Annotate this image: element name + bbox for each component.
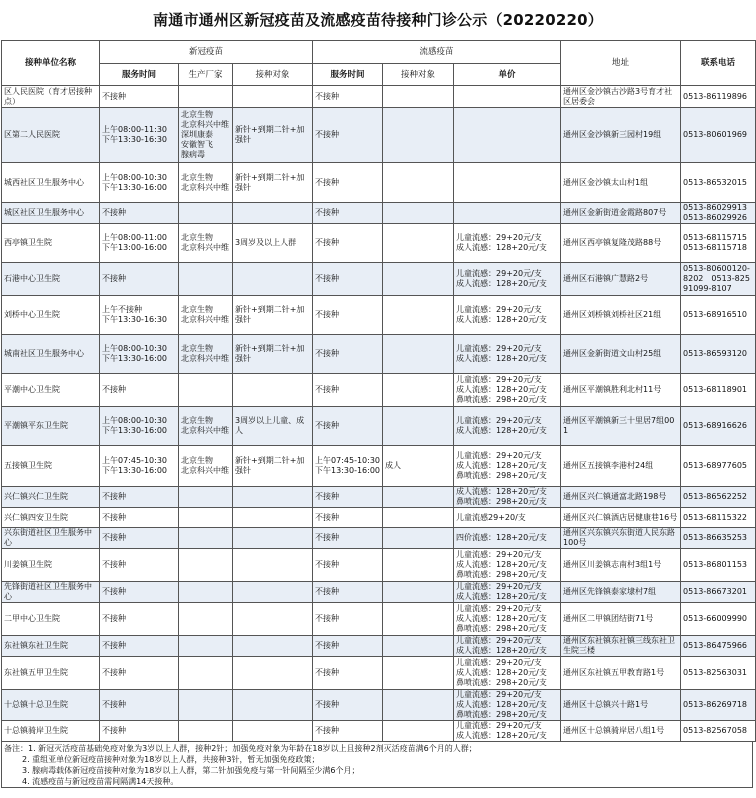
header-phone: 联系电话 (681, 41, 756, 86)
cell-flu-price (454, 86, 561, 108)
table-row (2, 636, 756, 657)
cell-address: 通州区石港镇广慧路2号 (561, 263, 681, 296)
cell-covid-target (233, 636, 313, 657)
header-unit: 接种单位名称 (2, 41, 100, 86)
cell-covid-target: 新针+到期二针+加强针 (233, 446, 313, 487)
cell-covid-time: 不接种 (100, 582, 179, 603)
cell-covid-target (233, 549, 313, 582)
cell-unit: 东社镇东社卫生院 (2, 636, 100, 657)
cell-covid-maker (179, 263, 233, 296)
cell-flu-time: 不接种 (313, 203, 383, 224)
table-row (2, 528, 756, 549)
cell-flu-price: 儿童流感：29+20元/支 成人流感：128+20元/支 鼻喷流感：298+20元/支 (454, 374, 561, 407)
cell-covid-time: 不接种 (100, 86, 179, 108)
cell-phone: 0513-82567058 (681, 721, 756, 742)
cell-flu-target (383, 374, 454, 407)
header-flu-time: 服务时间 (313, 64, 383, 86)
table-row (2, 657, 756, 690)
cell-address: 通州区二甲镇团结街71号 (561, 603, 681, 636)
cell-phone: 0513-68115322 (681, 508, 756, 528)
cell-flu-price (454, 203, 561, 224)
cell-flu-price: 四价流感：128+20元/支 (454, 528, 561, 549)
header-address: 地址 (561, 41, 681, 86)
cell-covid-target (233, 582, 313, 603)
cell-flu-time: 上午07:45-10:30下午13:30-16:00 (313, 446, 383, 487)
cell-flu-target (383, 86, 454, 108)
cell-address: 通州区兴仁镇通富北路198号 (561, 487, 681, 508)
cell-flu-price: 儿童流感：29+20元/支 成人流感：128+20元/支 (454, 224, 561, 263)
cell-phone: 0513-80600120-8202 0513-82591099-8107 (681, 263, 756, 296)
cell-covid-time: 不接种 (100, 487, 179, 508)
cell-covid-maker: 北京生物 北京科兴中维深圳康泰 安徽智飞 腺病毒 (179, 108, 233, 163)
table-row (2, 203, 756, 224)
cell-flu-time: 不接种 (313, 296, 383, 335)
table-row (2, 603, 756, 636)
cell-covid-time: 不接种 (100, 374, 179, 407)
cell-covid-target (233, 603, 313, 636)
cell-address: 通州区平潮镇胜利北村11号 (561, 374, 681, 407)
cell-address: 通州区五接镇李港村24组 (561, 446, 681, 487)
cell-covid-time: 不接种 (100, 203, 179, 224)
cell-flu-time: 不接种 (313, 487, 383, 508)
cell-unit: 石港中心卫生院 (2, 263, 100, 296)
table-row (2, 487, 756, 508)
note-line: 3. 腺病毒载体新冠疫苗接种对象为18岁以上人群，第二针加强免疫与第一针间隔至少满6个月； (22, 766, 360, 775)
cell-flu-time: 不接种 (313, 657, 383, 690)
cell-covid-time: 上午08:00-10:30 下午13:30-16:00 (100, 407, 179, 446)
cell-flu-price: 儿童流感：29+20元/支 成人流感：128+20元/支 (454, 335, 561, 374)
cell-covid-maker: 北京生物 北京科兴中维 (179, 296, 233, 335)
cell-covid-target: 新针+到期二针+加强针 (233, 108, 313, 163)
cell-flu-target (383, 335, 454, 374)
cell-address: 通州区东社镇东社镇三线东社卫生院三楼 (561, 636, 681, 657)
cell-unit: 区人民医院（育才居接种点） (2, 86, 100, 108)
cell-flu-price: 儿童流感：29+20元/支 成人流感：128+20元/支 (454, 263, 561, 296)
cell-flu-price (454, 108, 561, 163)
note-line: 2. 重组亚单位新冠疫苗接种对象为18岁以上人群，共接种3针，暂无加强免疫政策； (22, 755, 320, 764)
cell-covid-time: 上午07:45-10:30 下午13:30-16:00 (100, 446, 179, 487)
cell-unit: 刘桥中心卫生院 (2, 296, 100, 335)
cell-flu-time: 不接种 (313, 86, 383, 108)
cell-phone: 0513-86119896 (681, 86, 756, 108)
cell-flu-target (383, 108, 454, 163)
cell-covid-target (233, 203, 313, 224)
cell-address: 通州区金沙镇新三园村19组 (561, 108, 681, 163)
cell-covid-maker (179, 528, 233, 549)
cell-covid-time: 不接种 (100, 263, 179, 296)
table-row (2, 582, 756, 603)
table-row (2, 446, 756, 487)
cell-phone: 0513-86475966 (681, 636, 756, 657)
cell-flu-price: 儿童流感：29+20元/支 成人流感：128+20元/支 鼻喷流感：298+20元/支 (454, 549, 561, 582)
cell-covid-target: 3周岁及以上人群 (233, 224, 313, 263)
note-line: 备注：1. 新冠灭活疫苗基础免疫对象为3岁以上人群，接种2针；加强免疫对象为年龄在18岁以上且接种2剂灭活疫苗满6个月的人群； (4, 744, 477, 753)
cell-covid-time: 上午08:00-10:30 下午13:30-16:00 (100, 335, 179, 374)
cell-covid-maker: 北京生物 北京科兴中维 (179, 335, 233, 374)
table-row (2, 224, 756, 263)
cell-flu-target (383, 508, 454, 528)
cell-flu-time: 不接种 (313, 582, 383, 603)
cell-covid-time: 不接种 (100, 636, 179, 657)
table-row (2, 263, 756, 296)
cell-flu-time: 不接种 (313, 690, 383, 721)
cell-flu-time: 不接种 (313, 508, 383, 528)
page-title: 南通市通州区新冠疫苗及流感疫苗待接种门诊公示（20220220） (153, 11, 603, 29)
cell-flu-target (383, 203, 454, 224)
cell-flu-time: 不接种 (313, 374, 383, 407)
cell-flu-price: 儿童流感：29+20元/支 成人流感：128+20元/支 (454, 296, 561, 335)
cell-covid-maker (179, 203, 233, 224)
cell-covid-time: 上午08:00-11:00 下午13:00-16:00 (100, 224, 179, 263)
cell-address: 通州区兴仁镇酒店居健康巷16号 (561, 508, 681, 528)
cell-covid-maker (179, 86, 233, 108)
table-row (2, 549, 756, 582)
cell-phone: 0513-68115715 0513-68115718 (681, 224, 756, 263)
cell-flu-price: 儿童流感：29+20元/支 成人流感：128+20元/支 (454, 582, 561, 603)
cell-phone: 0513-68916510 (681, 296, 756, 335)
cell-address: 通州区十总镇骑岸居八组1号 (561, 721, 681, 742)
cell-unit: 平潮镇平东卫生院 (2, 407, 100, 446)
cell-phone: 0513-86562252 (681, 487, 756, 508)
header-covid-maker: 生产厂家 (179, 64, 233, 86)
cell-unit: 区第二人民医院 (2, 108, 100, 163)
cell-covid-target: 3周岁以上儿童、成人 (233, 407, 313, 446)
table-row (2, 335, 756, 374)
cell-flu-price: 儿童流感：29+20元/支 成人流感：128+20元/支 鼻喷流感：298+20元/支 (454, 690, 561, 721)
cell-covid-maker (179, 690, 233, 721)
cell-phone: 0513-82563031 (681, 657, 756, 690)
table-row (2, 690, 756, 721)
cell-phone: 0513-68118901 (681, 374, 756, 407)
table-row (2, 508, 756, 528)
cell-unit: 兴仁镇兴仁卫生院 (2, 487, 100, 508)
cell-phone: 0513-68977605 (681, 446, 756, 487)
cell-address: 通州区平潮镇新三十里居7组001 (561, 407, 681, 446)
cell-covid-target (233, 657, 313, 690)
cell-covid-maker (179, 508, 233, 528)
cell-flu-target: 成人 (383, 446, 454, 487)
cell-flu-price (454, 163, 561, 203)
cell-unit: 城区社区卫生服务中心 (2, 203, 100, 224)
cell-flu-time: 不接种 (313, 163, 383, 203)
cell-covid-maker (179, 721, 233, 742)
cell-flu-time: 不接种 (313, 721, 383, 742)
cell-flu-target (383, 528, 454, 549)
cell-address: 通州区金沙镇太山村1组 (561, 163, 681, 203)
header-flu-target: 接种对象 (383, 64, 454, 86)
cell-unit: 城南社区卫生服务中心 (2, 335, 100, 374)
cell-covid-target (233, 487, 313, 508)
cell-covid-maker: 北京生物 北京科兴中维 (179, 163, 233, 203)
cell-flu-target (383, 636, 454, 657)
cell-covid-target (233, 721, 313, 742)
cell-flu-target (383, 263, 454, 296)
cell-covid-maker (179, 487, 233, 508)
cell-phone: 0513-86635253 (681, 528, 756, 549)
cell-covid-time: 上午不接种 下午13:30-16:30 (100, 296, 179, 335)
cell-flu-target (383, 690, 454, 721)
cell-covid-target (233, 508, 313, 528)
cell-flu-target (383, 487, 454, 508)
cell-phone: 0513-68916626 (681, 407, 756, 446)
cell-phone: 0513-86673201 (681, 582, 756, 603)
cell-covid-time: 不接种 (100, 721, 179, 742)
cell-covid-maker: 北京生物 北京科兴中维 (179, 407, 233, 446)
table-row (2, 721, 756, 742)
cell-flu-time: 不接种 (313, 407, 383, 446)
cell-unit: 十总镇十总卫生院 (2, 690, 100, 721)
cell-covid-maker: 北京生物 北京科兴中维 (179, 446, 233, 487)
cell-covid-time: 不接种 (100, 528, 179, 549)
cell-flu-price: 儿童流感：29+20元/支 成人流感：128+20元/支 鼻喷流感：298+20元/支 (454, 603, 561, 636)
cell-covid-time: 不接种 (100, 508, 179, 528)
header-covid: 新冠疫苗 (100, 41, 313, 64)
cell-covid-time: 上午08:00-11:30 下午13:30-16:30 (100, 108, 179, 163)
cell-covid-time: 不接种 (100, 657, 179, 690)
cell-covid-target (233, 690, 313, 721)
cell-flu-target (383, 407, 454, 446)
cell-unit: 先锋街道社区卫生服务中心 (2, 582, 100, 603)
cell-flu-price: 儿童流感：29+20元/支 成人流感：128+20元/支 (454, 721, 561, 742)
cell-unit: 兴东街道社区卫生服务中心 (2, 528, 100, 549)
cell-unit: 西亭镇卫生院 (2, 224, 100, 263)
cell-address: 通州区西亭镇复隆茂路88号 (561, 224, 681, 263)
cell-covid-time: 上午08:00-10:30 下午13:30-16:00 (100, 163, 179, 203)
cell-flu-time: 不接种 (313, 528, 383, 549)
cell-phone: 0513-86029913 0513-86029926 (681, 203, 756, 224)
cell-flu-target (383, 163, 454, 203)
cell-address: 通州区川姜镇志南村3组1号 (561, 549, 681, 582)
cell-address: 通州区金新街道金霞路807号 (561, 203, 681, 224)
cell-address: 通州区金新街道文山村25组 (561, 335, 681, 374)
cell-flu-price: 儿童流感：29+20元/支 成人流感：128+20元/支 鼻喷流感：298+20元/支 (454, 446, 561, 487)
table-row (2, 374, 756, 407)
cell-address: 通州区刘桥镇刘桥社区21组 (561, 296, 681, 335)
cell-flu-time: 不接种 (313, 636, 383, 657)
cell-flu-time: 不接种 (313, 224, 383, 263)
cell-address: 通州区兴东镇兴东街道人民东路100号 (561, 528, 681, 549)
cell-phone: 0513-86532015 (681, 163, 756, 203)
table-row (2, 163, 756, 203)
table-row (2, 108, 756, 163)
cell-flu-time: 不接种 (313, 263, 383, 296)
cell-covid-maker (179, 549, 233, 582)
header-flu-price: 单价 (454, 64, 561, 86)
cell-flu-price: 儿童流感：29+20元/支 成人流感：128+20元/支 (454, 407, 561, 446)
cell-unit: 川姜镇卫生院 (2, 549, 100, 582)
cell-flu-target (383, 296, 454, 335)
cell-unit: 平潮中心卫生院 (2, 374, 100, 407)
cell-covid-target (233, 86, 313, 108)
cell-covid-maker (179, 582, 233, 603)
table-row (2, 86, 756, 108)
header-covid-time: 服务时间 (100, 64, 179, 86)
cell-phone: 0513-80601969 (681, 108, 756, 163)
cell-covid-maker (179, 603, 233, 636)
table-row (2, 296, 756, 335)
cell-covid-target: 新针+到期二针+加强针 (233, 296, 313, 335)
cell-phone: 0513-86269718 (681, 690, 756, 721)
header-flu: 流感疫苗 (313, 41, 561, 64)
table-body (2, 86, 756, 742)
cell-address: 通州区东社镇五甲教育路1号 (561, 657, 681, 690)
cell-covid-time: 不接种 (100, 603, 179, 636)
cell-phone: 0513-86593120 (681, 335, 756, 374)
cell-unit: 二甲中心卫生院 (2, 603, 100, 636)
cell-flu-target (383, 603, 454, 636)
cell-covid-maker (179, 374, 233, 407)
table-row (2, 407, 756, 446)
cell-flu-target (383, 657, 454, 690)
cell-flu-time: 不接种 (313, 603, 383, 636)
cell-unit: 城西社区卫生服务中心 (2, 163, 100, 203)
cell-covid-target (233, 374, 313, 407)
cell-flu-target (383, 549, 454, 582)
cell-address: 通州区金沙镇古沙路3号育才社区居委会 (561, 86, 681, 108)
cell-flu-target (383, 582, 454, 603)
note-line: 4. 流感疫苗与新冠疫苗需间隔满14天接种。 (22, 777, 179, 786)
cell-flu-time: 不接种 (313, 335, 383, 374)
cell-covid-target (233, 528, 313, 549)
vaccine-schedule-table (1, 40, 756, 742)
cell-unit: 兴仁镇四安卫生院 (2, 508, 100, 528)
cell-covid-time: 不接种 (100, 690, 179, 721)
cell-phone: 0513-86801153 (681, 549, 756, 582)
cell-phone: 0513-66009990 (681, 603, 756, 636)
cell-covid-target (233, 263, 313, 296)
cell-covid-time: 不接种 (100, 549, 179, 582)
cell-unit: 五接镇卫生院 (2, 446, 100, 487)
notes (1, 742, 753, 788)
cell-covid-target: 新针+到期二针+加强针 (233, 335, 313, 374)
cell-unit: 东社镇五甲卫生院 (2, 657, 100, 690)
cell-address: 通州区先锋镇泰家埭村7组 (561, 582, 681, 603)
cell-covid-maker: 北京生物 北京科兴中维 (179, 224, 233, 263)
cell-address: 通州区十总镇兴十路1号 (561, 690, 681, 721)
cell-flu-price: 儿童流感：29+20元/支 成人流感：128+20元/支 鼻喷流感：298+20元/支 (454, 657, 561, 690)
cell-unit: 十总镇骑岸卫生院 (2, 721, 100, 742)
cell-flu-target (383, 224, 454, 263)
cell-covid-maker (179, 636, 233, 657)
cell-covid-maker (179, 657, 233, 690)
cell-flu-price: 成人流感：128+20元/支 鼻喷流感：298+20元/支 (454, 487, 561, 508)
cell-flu-target (383, 721, 454, 742)
header-covid-target: 接种对象 (233, 64, 313, 86)
cell-flu-time: 不接种 (313, 549, 383, 582)
cell-flu-price: 儿童流感：29+20元/支 成人流感：128+20元/支 (454, 636, 561, 657)
cell-flu-time: 不接种 (313, 108, 383, 163)
cell-covid-target: 新针+到期二针+加强针 (233, 163, 313, 203)
cell-flu-price: 儿童流感29+20/支 (454, 508, 561, 528)
